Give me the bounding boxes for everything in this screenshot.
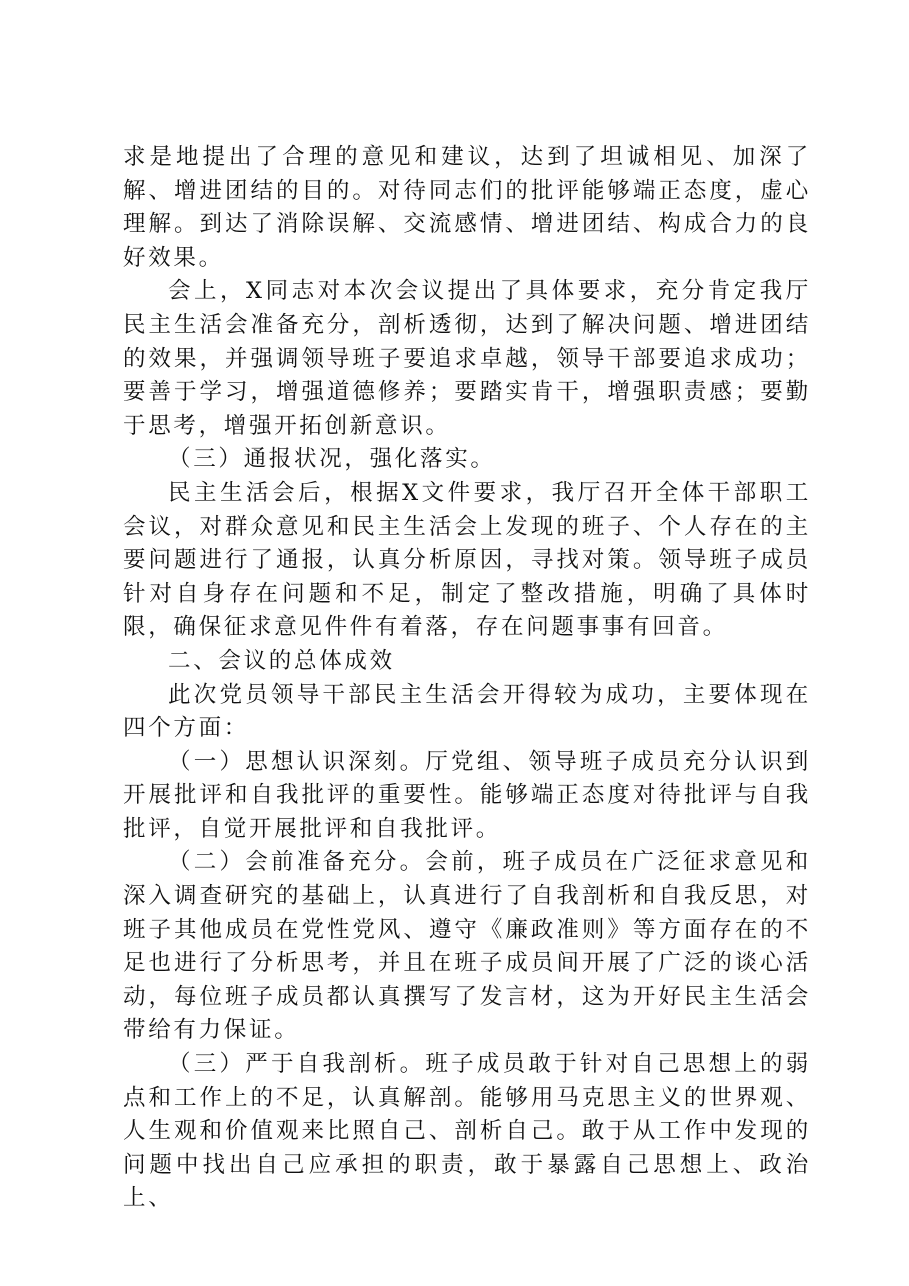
paragraph-1: 求是地提出了合理的意见和建议，达到了坦诚相见、加深了解、增进团结的目的。对待同志们的批评能够端正态度，虚心理解。到达了消除误解、交流感情、增进团结、构成合力的良好效果。	[123, 144, 811, 271]
paragraph-4: 民主生活会后，根据X文件要求，我厅召开全体干部职工会议，对群众意见和民主生活会上发现的班子、个人存在的主要问题进行了通报，认真分析原因，寻找对策。领导班子成员针对自身存在问题和不足，制定了整改措施，明确了具体时限，确保征求意见件件有着落，存在问题事事有回音。	[123, 479, 811, 641]
paragraph-7: （一）思想认识深刻。厅党组、领导班子成员充分认识到开展批评和自我批评的重要性。能够端正态度对待批评与自我批评，自觉开展批评和自我批评。	[123, 748, 811, 842]
section-heading-5: 二、会议的总体成效	[168, 647, 395, 674]
document-body	[123, 141, 811, 1216]
paragraph-6: 此次党员领导干部民主生活会开得较为成功，主要体现在四个方面：	[123, 681, 811, 742]
paragraph-8: （二）会前准备充分。会前，班子成员在广泛征求意见和深入调查研究的基础上，认真进行了自我剖析和自我反思，对班子其他成员在党性党风、遵守《廉政准则》等方面存在的不足也进行了分析思考，并且在班子成员间开展了广泛的谈心活动，每位班子成员都认真撰写了发言材，这为开好民主生活会带给有力保证。	[123, 849, 811, 1044]
paragraph-9: （三）严于自我剖析。班子成员敢于针对自己思想上的弱点和工作上的不足，认真解剖。能够用马克思主义的世界观、人生观和价值观来比照自己、剖析自己。敢于从工作中发现的问题中找出自己应承担的职责，敢于暴露自己思想上、政治上、	[123, 1051, 811, 1212]
section-heading-3: （三）通报状况，强化落实。	[168, 446, 496, 473]
paragraph-2: 会上，X同志对本次会议提出了具体要求，充分肯定我厅民主生活会准备充分，剖析透彻，达到了解决问题、增进团结的效果，并强调领导班子要追求卓越，领导干部要追求成功；要善于学习，增强道德修养；要踏实肯干，增强职责感；要勤于思考，增强开拓创新意识。	[123, 278, 811, 439]
